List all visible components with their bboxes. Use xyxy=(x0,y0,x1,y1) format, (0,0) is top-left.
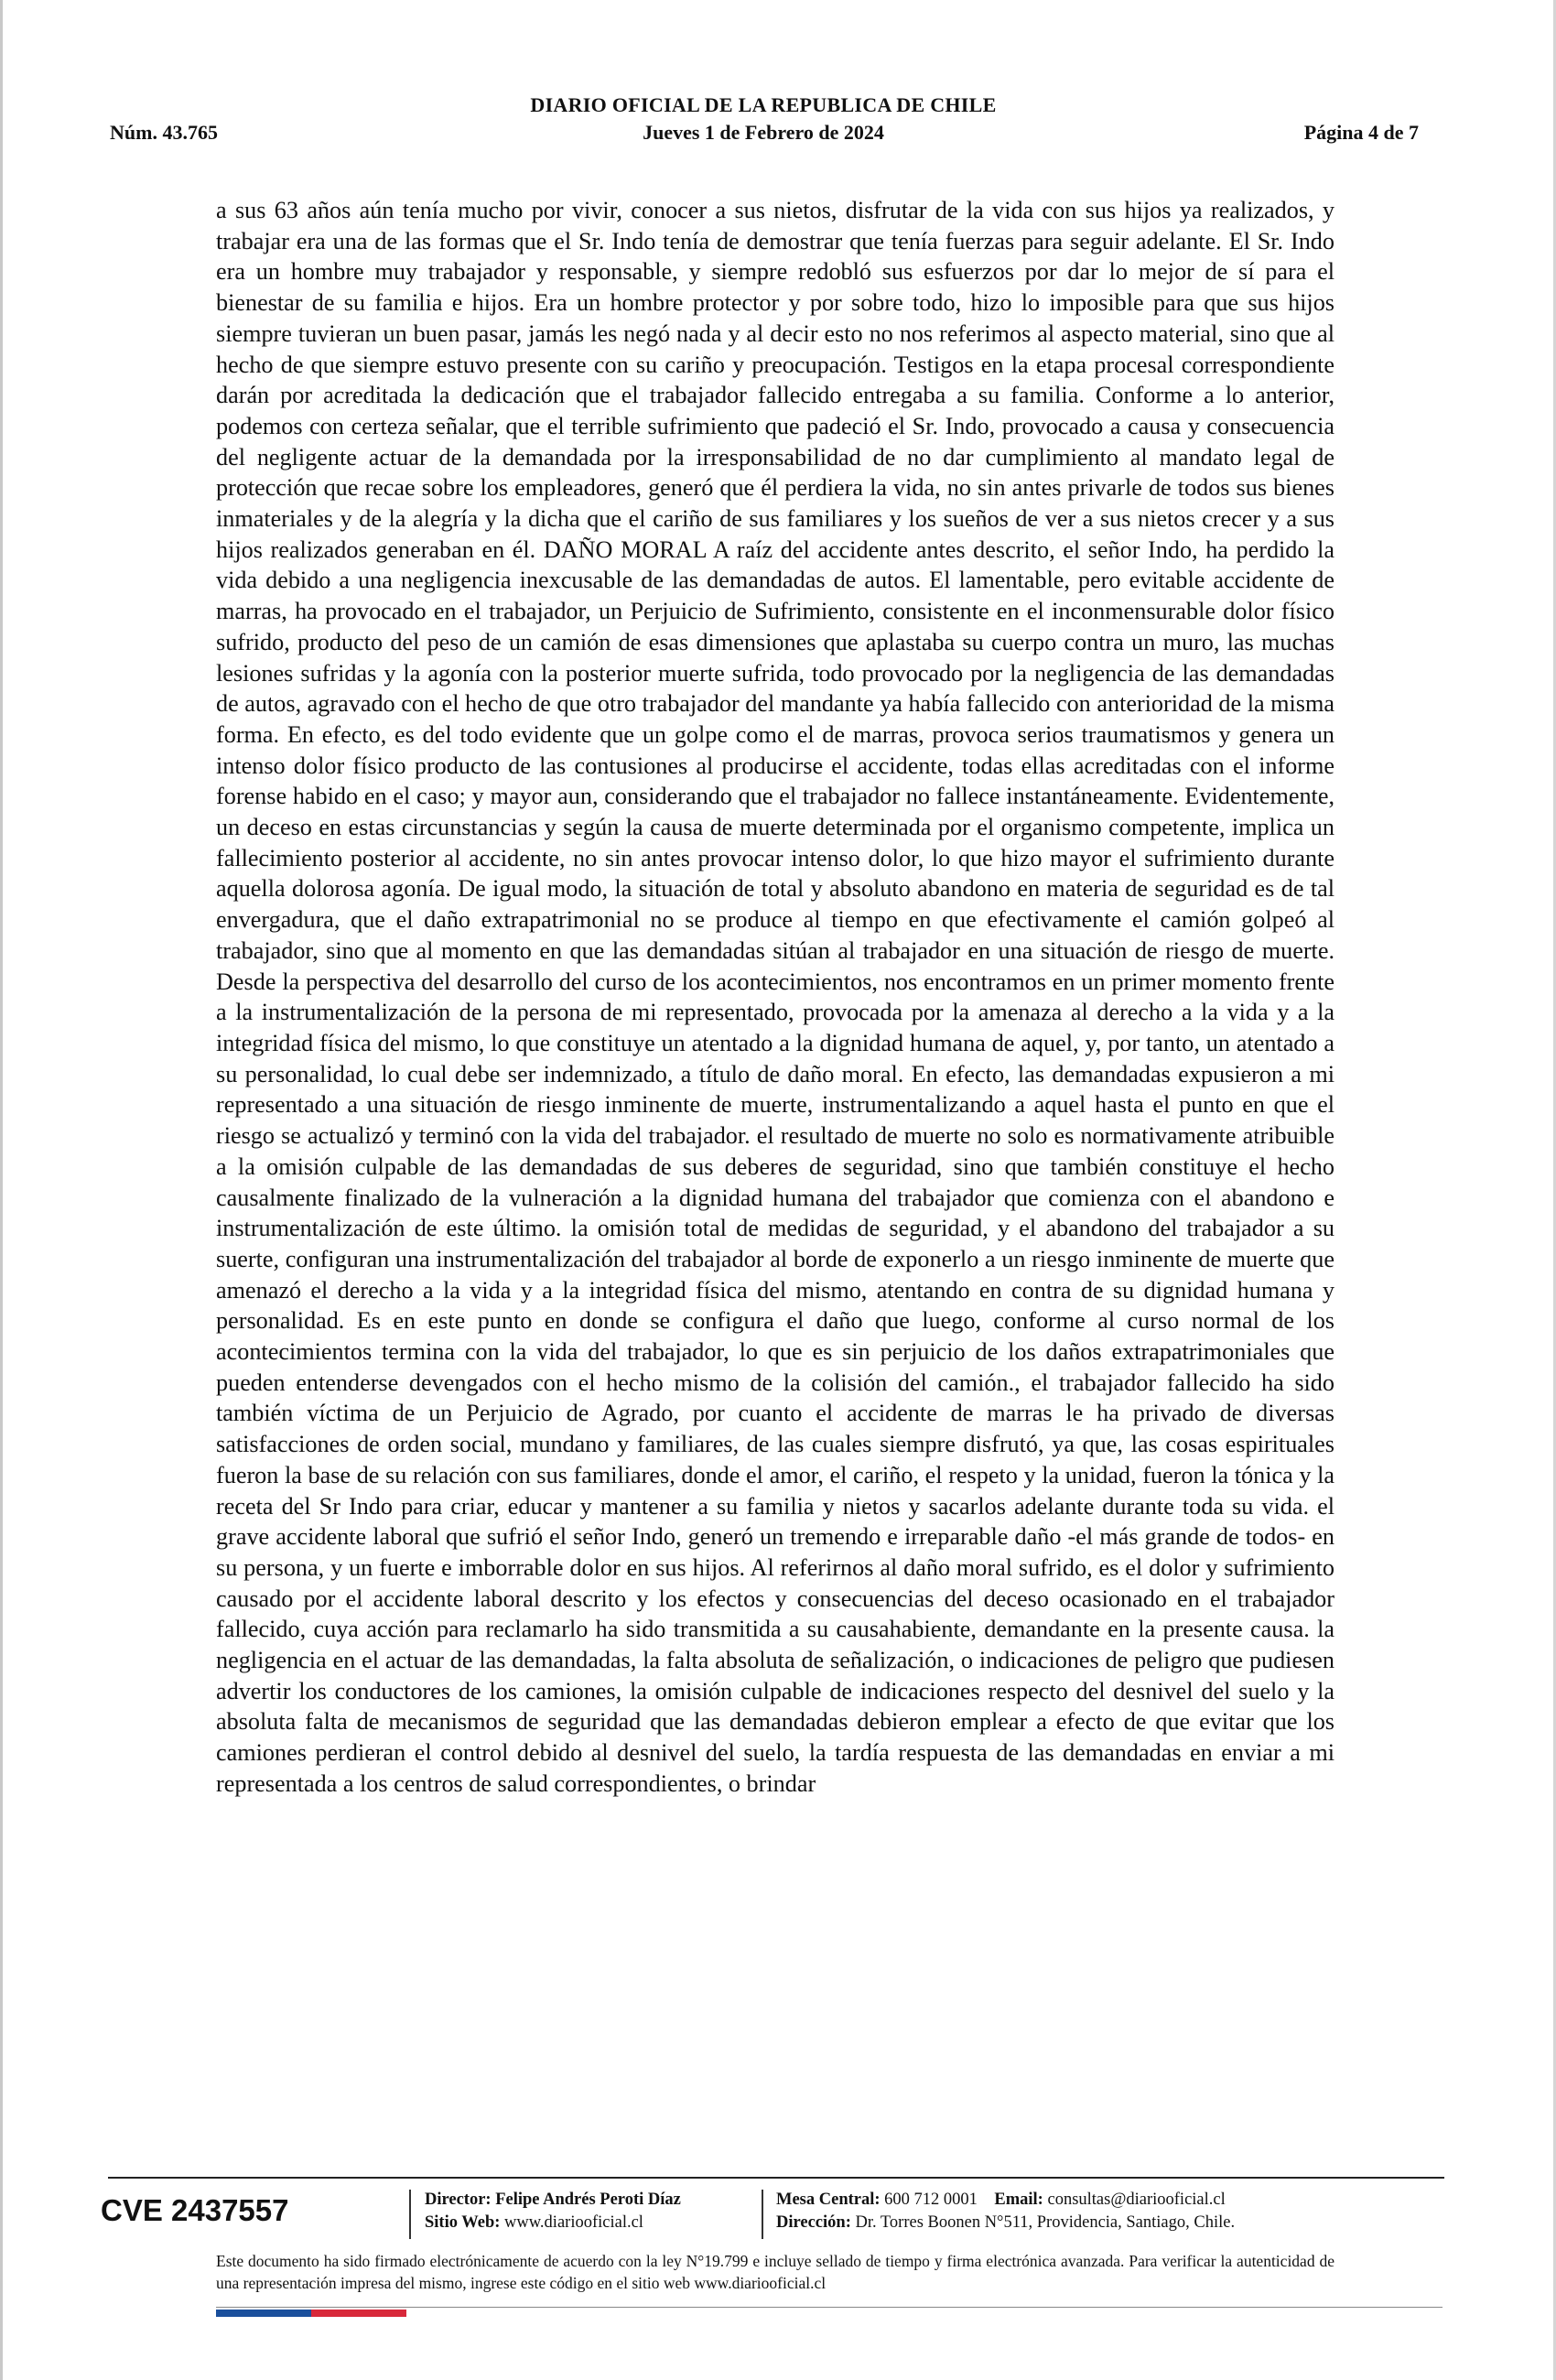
director-info xyxy=(425,2189,681,2234)
address-label: Dirección: xyxy=(776,2213,851,2232)
email-label: Email: xyxy=(994,2191,1043,2209)
publication-title: DIARIO OFICIAL DE LA REPUBLICA DE CHILE xyxy=(530,93,997,116)
phone-number: 600 712 0001 xyxy=(884,2191,978,2209)
address-text: Dr. Torres Boonen N°511, Providencia, Santiago, Chile. xyxy=(855,2213,1236,2232)
director-name: Felipe Andrés Peroti Díaz xyxy=(495,2191,681,2209)
footer-divider xyxy=(108,2177,1444,2179)
director-label: Director: xyxy=(425,2191,492,2209)
contact-info xyxy=(776,2189,1235,2234)
issue-date: Jueves 1 de Febrero de 2024 xyxy=(643,121,884,144)
footer-separator xyxy=(762,2190,763,2239)
bottom-divider xyxy=(216,2307,1443,2308)
phone-label: Mesa Central: xyxy=(776,2191,881,2209)
legal-notice: Este documento ha sido firmado electrónicamente de acuerdo con la ley N°19.799 e incluye sellado de tiempo y firma electrónica avanzada. Para verificar la autenticidad de una representación impresa del mismo, ingrese este código en el sitio web www.diariooficial.cl xyxy=(216,2252,1334,2292)
website-label: Sitio Web: xyxy=(425,2213,501,2232)
flag-red-segment xyxy=(311,2310,406,2317)
body-paragraph: a sus 63 años aún tenía mucho por vivir, conocer a sus nietos, disfrutar de la vida con sus hijos ya realizados, y trabajar era una de las formas que el Sr. Indo tenía de demostrar que tenía fuerzas para seguir adelante. El Sr. Indo era un hombre muy trabajador y responsable, y siempre redobló sus esfuerzos por dar lo mejor de sí para el bienestar de su familia e hijos. Era un hombre protector y por sobre todo, hizo lo imposible para que sus hijos siempre tuvieran un buen pasar, jamás les negó nada y al decir esto no nos referimos al aspecto material, sino que al hecho de que siempre estuvo presente con su cariño y preocupación. Testigos en la etapa procesal correspondiente darán por acreditada la dedicación que el trabajador fallecido entregaba a su familia. Conforme a lo anterior, podemos con certeza señalar, que el terrible sufrimiento que padeció el Sr. Indo, provocado a causa y consecuencia del negligente actuar de la demandada por la irresponsabilidad de no dar cumplimiento al mandato legal de protección que recae sobre los empleadores, generó que él perdiera la vida, no sin antes privarle de todos sus bienes inmateriales y de la alegría y la dicha que el cariño de sus familiares y los sueños de ver a sus nietos crecer y a sus hijos realizados generaban en él. DAÑO MORAL A raíz del accidente antes descrito, el señor Indo, ha perdido la vida debido a una negligencia inexcusable de las demandadas de autos. El lamentable, pero evitable accidente de marras, ha provocado en el trabajador, un Perjuicio de Sufrimiento, consistente en el inconmensurable dolor físico sufrido, producto del peso de un camión de esas dimensiones que aplastaba su cuerpo contra un muro, las muchas lesiones sufridas y la agonía con la posterior muerte sufrida, todo provocado por la negligencia de las demandadas de autos, agravado con el hecho de que otro trabajador del mandante ya había fallecido con anterioridad de la misma forma. En efecto, es del todo evidente que un golpe como el de marras, provoca serios traumatismos y genera un intenso dolor físico producto de las contusiones al producirse el accidente, todas ellas acreditadas con el informe forense habido en el caso; y mayor aun, considerando que el trabajador no fallece instantáneamente. Evidentemente, un deceso en estas circunstancias y según la causa de muerte determinada por el organismo competente, implica un fallecimiento posterior al accidente, no sin antes provocar intenso dolor, lo que hizo mayor el sufrimiento durante aquella dolorosa agonía. De igual modo, la situación de total y absoluto abandono en materia de seguridad es de tal envergadura, que el daño extrapatrimonial no se produce al tiempo en que efectivamente el camión golpeó al trabajador, sino que al momento en que las demandadas sitúan al trabajador en una situación de riesgo de muerte. Desde la perspectiva del desarrollo del curso de los acontecimientos, nos encontramos en un primer momento frente a la instrumentalización de la persona de mi representado, provocada por la amenaza al derecho a la vida y a la integridad física del mismo, lo que constituye un atentado a la dignidad humana de aquel, y, por tanto, un atentado a su personalidad, lo cual debe ser indemnizado, a título de daño moral. En efecto, las demandadas expusieron a mi representado a una situación de riesgo inminente de muerte, instrumentalizando a aquel hasta el punto en que el riesgo se actualizó y terminó con la vida del trabajador. el resultado de muerte no solo es normativamente atribuible a la omisión culpable de las demandadas de sus deberes de seguridad, sino que también constituye el hecho causalmente finalizado de la vulneración a la dignidad humana del trabajador que comienza con el abandono e instrumentalización de este último. la omisión total de medidas de seguridad, y el abandono del trabajador a su suerte, configuran una instrumentalización del trabajador al borde de exponerlo a un riesgo inminente de muerte que amenazó el derecho a la vida y a la integridad física del mismo, atentando en contra de su dignidad humana y personalidad. Es en este punto en donde se configura el daño que luego, conforme al curso normal de los acontecimientos termina con la vida del trabajador, lo que es sin perjuicio de los daños extrapatrimoniales que pueden entenderse devengados con el hecho mismo de la colisión del camión., el trabajador fallecido ha sido también víctima de un Perjuicio de Agrado, por cuanto el accidente de marras le ha privado de diversas satisfacciones de orden social, mundano y familiares, de las cuales siempre disfrutó, ya que, las cosas espirituales fueron la base de su relación con sus familiares, donde el amor, el cariño, el respeto y la unidad, fueron la tónica y la receta del Sr Indo para criar, educar y mantener a su familia y nietos y sacarlos adelante durante toda su vida. el grave accidente laboral que sufrió el señor Indo, generó un tremendo e irreparable daño -el más grande de todos- en su persona, y un fuerte e imborrable dolor en sus hijos. Al referirnos al daño moral sufrido, es el dolor y sufrimiento causado por el accidente laboral descrito y los efectos y consecuencias del deceso ocasionado en el trabajador fallecido, cuya acción para reclamarlo ha sido transmitida a su causahabiente, demandante en la presente causa. la negligencia en el actuar de las demandadas, la falta absoluta de señalización, o indicaciones de peligro que pudiesen advertir los conductores de los camiones, la omisión culpable de indicaciones respecto del desnivel del suelo y la absoluta falta de mecanismos de seguridad que las demandadas debieron emplear a efecto de que evitar que los camiones perdieran el control debido al desnivel del suelo, la tardía respuesta de las demandadas en enviar a mi representada a los centros de salud correspondientes, o brindar xyxy=(216,197,1334,1797)
flag-stripe xyxy=(216,2310,406,2317)
document-body xyxy=(216,195,1334,2136)
website-link[interactable]: www.diariooficial.cl xyxy=(504,2213,643,2232)
flag-blue-segment xyxy=(216,2310,311,2317)
issue-number: Núm. 43.765 xyxy=(110,121,218,144)
page-number: Página 4 de 7 xyxy=(1303,121,1419,144)
footer-separator xyxy=(409,2190,411,2239)
email-link[interactable]: consultas@diariooficial.cl xyxy=(1047,2191,1226,2209)
page-header xyxy=(108,93,1419,148)
cve-code: CVE 2437557 xyxy=(101,2193,289,2227)
page-edge-left xyxy=(0,0,3,2380)
